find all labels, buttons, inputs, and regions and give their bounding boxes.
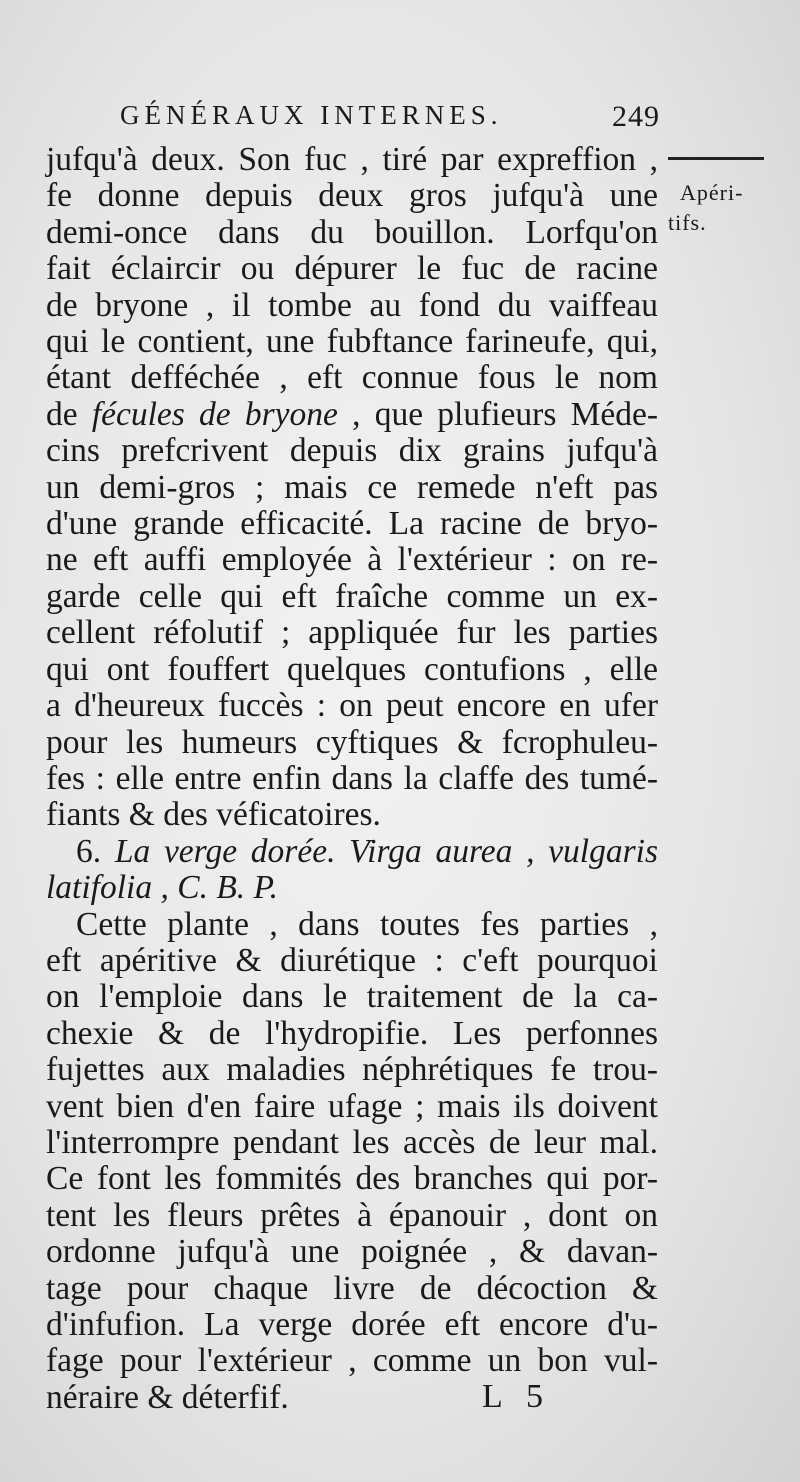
text-line: d'une grande efficacité. La racine de bryo- bbox=[46, 505, 658, 543]
text-line: tent les fleurs prêtes à épanouir , dont on bbox=[46, 1196, 658, 1234]
entry-title: La verge dorée. Virga aurea , vulgaris bbox=[114, 832, 658, 870]
text-line bbox=[46, 397, 658, 433]
text-line: néraire & déterfif. bbox=[46, 1378, 289, 1416]
text-line: tage pour chaque livre de décoction & bbox=[46, 1269, 658, 1307]
text-line: ne eft auffi employée à l'extérieur : on re- bbox=[46, 541, 658, 579]
text-line: un demi-gros ; mais ce remede n'eft pas bbox=[46, 468, 658, 506]
text-line: jufqu'à deux. Son fuc , tiré par expreffion , bbox=[46, 141, 658, 178]
signature-mark: L 5 bbox=[482, 1378, 552, 1415]
text-line: de bryone , il tombe au fond du vaiffeau bbox=[46, 286, 658, 324]
text-line: vent bien d'en faire ufage ; mais ils doivent bbox=[46, 1087, 658, 1125]
text-line: fujettes aux maladies néphrétiques fe trou- bbox=[46, 1051, 658, 1089]
italic-term: fécules de bryone bbox=[91, 395, 338, 433]
text-line: qui le contient, une fubftance farineufe, qui, bbox=[46, 323, 658, 361]
entry-number: 6. bbox=[76, 832, 115, 870]
text-line: Cette plante , dans toutes fes parties , bbox=[76, 905, 658, 943]
text-line: eft apéritive & diurétique : c'eft pourquoi bbox=[46, 941, 658, 979]
entry-heading-cont: latifolia , C. B. P. bbox=[46, 869, 279, 907]
text-line: fe donne depuis deux gros jufqu'à une bbox=[46, 177, 658, 215]
page-number: 249 bbox=[612, 100, 660, 133]
text-fragment: de bbox=[46, 395, 92, 433]
text-line: demi-once dans du bouillon. Lorfqu'on bbox=[46, 213, 658, 251]
text-line: fait éclaircir ou dépurer le fuc de racine bbox=[46, 250, 658, 288]
text-line: étant defféchée , eft connue fous le nom bbox=[46, 359, 658, 397]
body-text bbox=[46, 142, 658, 1416]
text-line: fage pour l'extérieur , comme un bon vul- bbox=[46, 1342, 658, 1380]
marginal-note-line: Apéri- bbox=[680, 180, 744, 205]
text-line: cins prefcrivent depuis dix grains jufqu'à bbox=[46, 432, 658, 470]
text-line: chexie & de l'hydropifie. Les perfonnes bbox=[46, 1014, 658, 1052]
text-line: fiants & des véficatoires. bbox=[46, 796, 381, 834]
text-line: a d'heureux fuccès : on peut encore en ufer bbox=[46, 687, 658, 725]
text-line: on l'emploie dans le traitement de la ca- bbox=[46, 978, 658, 1016]
text-line: cellent réfolutif ; appliquée fur les parties bbox=[46, 614, 658, 652]
text-line: l'interrompre pendant les accès de leur mal. bbox=[46, 1123, 658, 1161]
text-line: garde celle qui eft fraîche comme un ex- bbox=[46, 577, 658, 615]
text-line: qui ont fouffert quelques contufions , elle bbox=[46, 650, 658, 688]
text-line: ordonne jufqu'à une poignée , & davan- bbox=[46, 1233, 658, 1271]
marginal-note-line: tifs. bbox=[668, 210, 707, 235]
text-line: pour les humeurs cyftiques & fcrophuleu- bbox=[46, 723, 658, 761]
marginal-note bbox=[668, 178, 790, 238]
marginal-rule bbox=[668, 157, 764, 160]
text-line: fes : elle entre enfin dans la claffe des tumé- bbox=[46, 759, 658, 797]
entry-heading bbox=[46, 834, 658, 870]
page-header bbox=[120, 100, 660, 134]
text-line: Ce font les fommités des branches qui por- bbox=[46, 1160, 658, 1198]
running-title: GÉNÉRAUX INTERNES. bbox=[120, 100, 503, 130]
text-fragment: , que plufieurs Méde- bbox=[337, 395, 658, 433]
text-line: d'infufion. La verge dorée eft encore d'u- bbox=[46, 1306, 658, 1343]
